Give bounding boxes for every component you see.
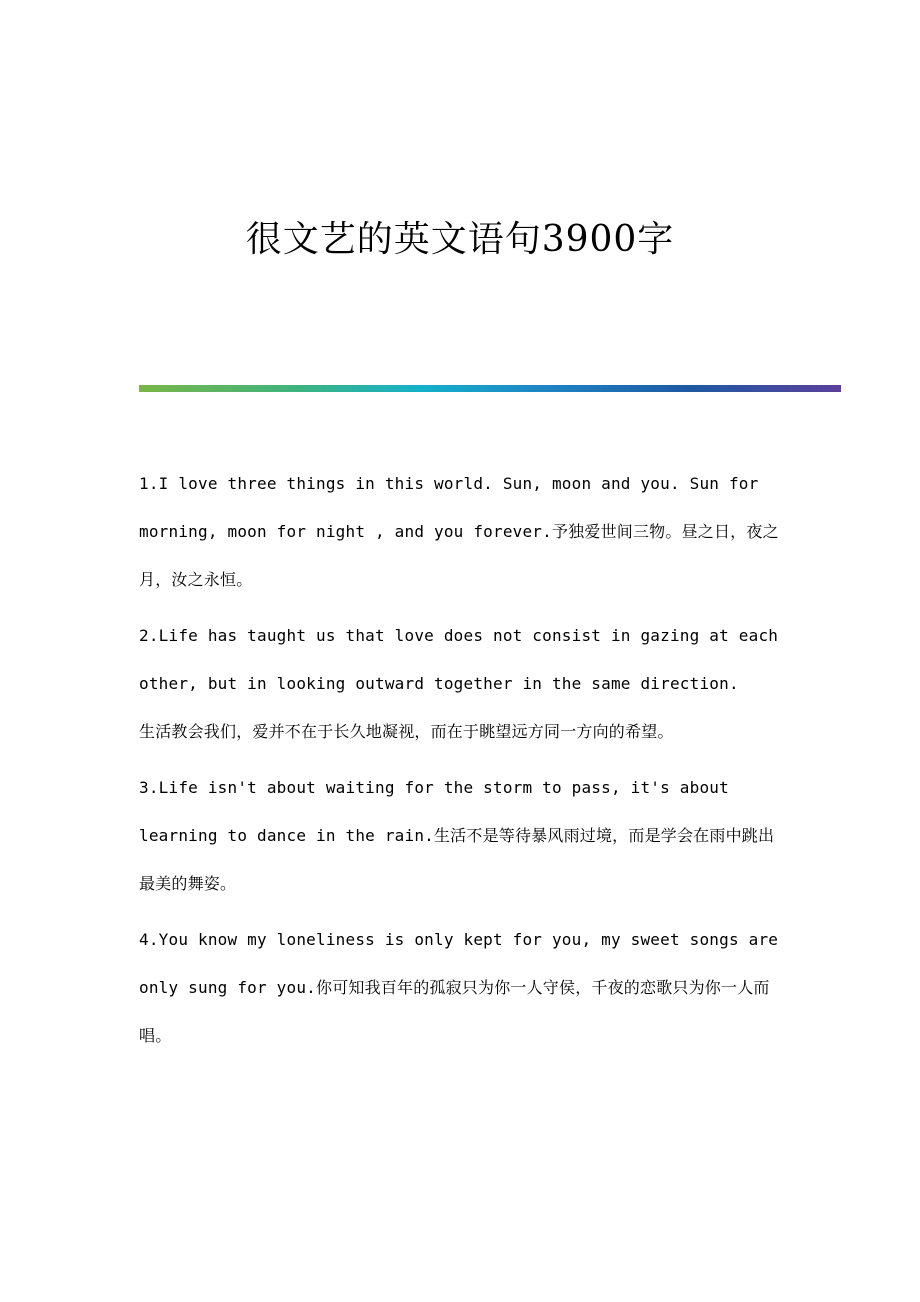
paragraph-2-block [139,612,784,756]
paragraph-2: 2.Life has taught us that love does not consist in gazing at each other, but in looking outward together in the same direction. [139,626,779,693]
paragraph-1: 1.I love three things in this world. Sun, moon and you. Sun for morning, moon for night , and you forever.予独爱世间三物。昼之日，夜之月，汝之永恒。 [139,474,779,589]
page-title: 很文艺的英文语句3900字 [245,219,675,260]
paragraph-3: 3.Life isn't about waiting for the storm to pass, it's about learning to dance in the rain.生活不是等待暴风雨过境，而是学会在雨中跳出最美的舞姿。 [139,778,775,893]
title-divider [139,385,841,392]
paragraph-4: 4.You know my loneliness is only kept for you, my sweet songs are only sung for you.你可知我百年的孤寂只为你一人守侯，千夜的恋歌只为你一人而唱。 [139,930,779,1045]
document-body [139,460,784,1068]
paragraph-2-translation: 生活教会我们，爱并不在于长久地凝视，而在于眺望远方同一方向的希望。 [139,722,674,741]
